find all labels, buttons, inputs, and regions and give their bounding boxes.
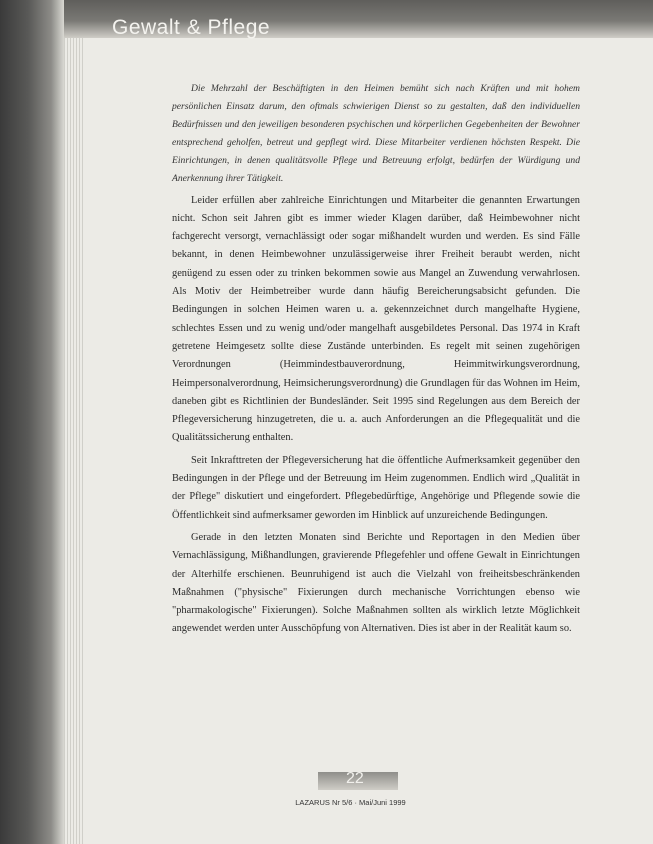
article-body [172,80,580,643]
page-edge-lines [64,0,84,844]
page-number: 22 [346,770,364,787]
body-paragraph: Gerade in den letzten Monaten sind Berichte und Reportagen in den Medien über Vernachlässigung, Mißhandlungen, gravierende Pflegefehler und offene Gewalt in Einrichtungen der Alterhilfe erschienen. Beunruhigend ist auch die Vielzahl von freiheitsbeschränkenden Maßnahmen ("physische" Fixierungen durch mechanische Vorrichtungen ebenso wie "pharmakologische" Fixierungen). Solche Maßnahmen sollten als wirklich letzte Möglichkeit angewendet werden unter Ausschöpfung von Alternativen. Dies ist aber in der Realität kaum so. [172,531,580,635]
footer-citation: LAZARUS Nr 5/6 · Mai/Juni 1999 [295,798,406,807]
intro-paragraph: Die Mehrzahl der Beschäftigten in den Heimen bemüht sich nach Kräften und mit hohem persönlichen Einsatz darum, den oftmals schwierigen Dienst so zu gestalten, daß den individuellen Bedürfnissen und den jeweiligen besonderen psychischen und körperlichen Gegebenheiten der Bewohner entsprechend geholfen, betreut und gepflegt wird. Diese Mitarbeiter verdienen höchsten Respekt. Die Einrichtungen, in denen qualitätsvolle Pflege und Betreuung erfolgt, bedürfen der Würdigung und Anerkennung ihrer Tätigkeit. [172,83,580,185]
section-header-title: Gewalt & Pflege [112,16,271,39]
book-spine-shadow [0,0,64,844]
body-paragraph: Seit Inkrafttreten der Pflegeversicherung hat die öffentliche Aufmerksamkeit gegenüber den Bedingungen in der Pflege und der Betreuung im Heim zugenommen. Endlich wird „Qualität in der Pflege" diskutiert und eingefordert. Pflegebedürftige, Angehörige und Pflegende sowie die Öffentlichkeit sind aufmerksamer geworden im Hinblick auf unzureichende Bedingungen. [172,454,580,521]
body-paragraph: Leider erfüllen aber zahlreiche Einrichtungen und Mitarbeiter die genannten Erwartungen nicht. Schon seit Jahren gibt es immer wieder Klagen darüber, daß Heimbewohner nicht fachgerecht versorgt, vernachlässigt oder sogar mißhandelt wurden und werden. Es sind Fälle bekannt, in denen Heimbewohner unzulässigerweise ihrer Freiheit beraubt werden, nicht genügend zu essen oder zu trinken bekommen sowie aus Mangel an Zuwendung verwahrlosen. Als Motiv der Heimbetreiber wurde dann häufig Bereicherungsabsicht gefunden. Die Bedingungen in solchen Heimen waren u. a. gekennzeichnet durch mangelhafte Hygiene, schlechtes Essen und zu wenig und/oder mangelhaft ausgebildetes Personal. Das 1974 in Kraft getretene Heimgesetz sollte diese Zustände unterbinden. Es regelt mit seinen zugehörigen Verordnungen (Heimmindestbauverordnung, Heimmitwirkungsverordnung, Heimpersonalverordnung, Heimsicherungsverordnung) die Grundlagen für das Wohnen im Heim, daneben gibt es Richtlinien der Bundesländer. Seit 1995 sind Regelungen aus dem Bereich der Pflegeversicherung hinzugetreten, die u. a. auch Anforderungen an die Pflegequalität und die Qualitätssicherung enthalten. [172,194,580,444]
